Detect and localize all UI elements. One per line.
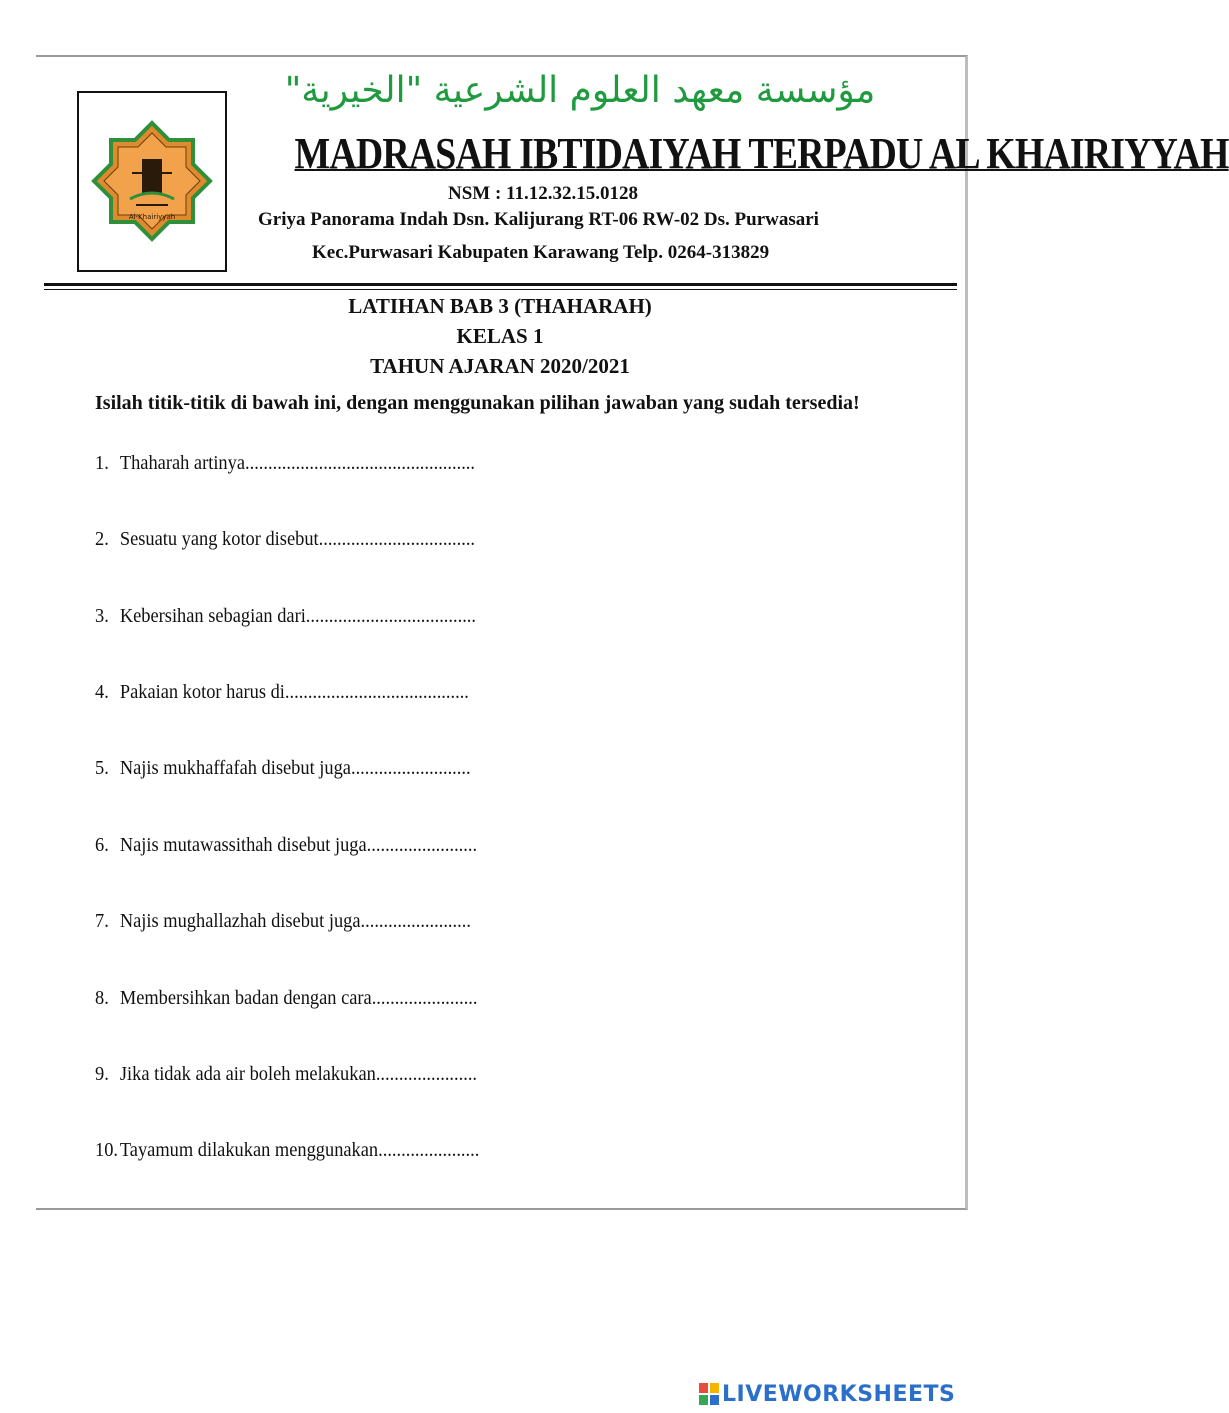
question-text: Jika tidak ada air boleh melakukan...................... xyxy=(119,1063,478,1085)
question-1 xyxy=(95,452,475,475)
question-text: Tayamum dilakukan menggunakan...................... xyxy=(119,1139,480,1161)
liveworksheets-badge-icon xyxy=(698,1382,720,1406)
address-line-1: Griya Panorama Indah Dsn. Kalijurang RT-06 RW-02 Ds. Purwasari xyxy=(258,209,819,230)
header-divider-thin xyxy=(44,289,957,290)
logo-caption: Al-Khairiyyah xyxy=(128,213,176,221)
question-number: 10. xyxy=(95,1139,118,1161)
academic-year: TAHUN AJARAN 2020/2021 xyxy=(370,354,630,378)
question-number: 2. xyxy=(95,528,109,550)
question-4 xyxy=(95,681,469,704)
address-line-2: Kec.Purwasari Kabupaten Karawang Telp. 0264-313829 xyxy=(312,242,770,263)
question-9 xyxy=(95,1063,477,1086)
liveworksheets-brand: LIVEWORKSHEETS xyxy=(722,1381,956,1407)
question-number: 6. xyxy=(95,834,109,856)
class-label: KELAS 1 xyxy=(456,324,544,348)
instruction-text: Isilah titik-titik di bawah ini, dengan menggunakan pilihan jawaban yang sudah tersedia! xyxy=(95,392,860,414)
question-3 xyxy=(95,605,476,628)
question-number: 5. xyxy=(95,757,109,779)
question-number: 8. xyxy=(95,987,109,1009)
question-5 xyxy=(95,757,471,780)
question-text: Kebersihan sebagian dari..................................... xyxy=(119,605,477,627)
question-number: 7. xyxy=(95,910,109,932)
logo-emblem xyxy=(79,93,225,270)
liveworksheets-logo[interactable] xyxy=(698,1380,955,1408)
arabic-foundation-name: مؤسسة معهد العلوم الشرعية "الخيرية" xyxy=(284,70,876,111)
nsm-number: NSM : 11.12.32.15.0128 xyxy=(448,183,638,204)
question-number: 4. xyxy=(95,681,109,703)
question-number: 1. xyxy=(95,452,109,474)
question-text: Najis mukhaffafah disebut juga.......................... xyxy=(119,757,471,779)
question-8 xyxy=(95,987,478,1010)
header-divider-thick xyxy=(44,283,957,286)
question-2 xyxy=(95,528,475,551)
question-text: Pakaian kotor harus di........................................ xyxy=(119,681,469,703)
question-text: Najis mughallazhah disebut juga........................ xyxy=(119,910,471,932)
worksheet-title: LATIHAN BAB 3 (THAHARAH) xyxy=(348,294,652,318)
question-text: Membersihkan badan dengan cara....................... xyxy=(119,987,478,1009)
school-logo xyxy=(77,91,227,272)
question-6 xyxy=(95,834,477,857)
question-10 xyxy=(95,1139,479,1162)
question-text: Najis mutawassithah disebut juga........................ xyxy=(119,834,478,856)
question-text: Thaharah artinya.................................................. xyxy=(119,452,476,474)
question-7 xyxy=(95,910,471,933)
school-name: MADRASAH IBTIDAIYAH TERPADU AL KHAIRIYYAH xyxy=(294,129,1229,178)
question-text: Sesuatu yang kotor disebut.................................. xyxy=(119,528,476,550)
question-number: 9. xyxy=(95,1063,109,1085)
question-number: 3. xyxy=(95,605,109,627)
